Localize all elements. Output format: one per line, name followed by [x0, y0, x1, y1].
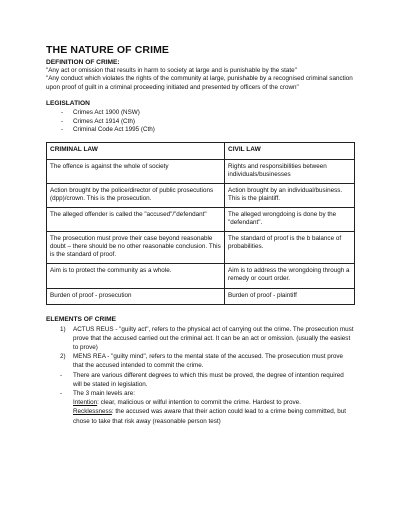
- table-cell: The alleged wrongdoing is done by the "defendant".: [225, 207, 355, 231]
- level-description: : clear, malicious or wilful intention to commit the crime. Hardest to prove.: [97, 399, 301, 407]
- list-item: [60, 352, 354, 370]
- table-row: [47, 159, 355, 183]
- list-item-text: MENS REA - "guilty mind", refers to the mental state of the accused. The prosecution must prove that the accused intended to commit the crime.: [73, 353, 343, 370]
- elements-section: [46, 316, 354, 426]
- definition-section: [46, 59, 354, 92]
- level-recklessness: [46, 407, 354, 425]
- definition-heading: DEFINITION OF CRIME:: [46, 59, 120, 66]
- table-cell: The alleged offender is called the "accused"/"defendant": [47, 207, 225, 231]
- table-cell: Aim is to protect the community as a whole.: [47, 264, 225, 288]
- table-cell: Action brought by an individual/business. This is the plaintiff.: [225, 183, 355, 207]
- legislation-heading: LEGISLATION: [46, 100, 90, 108]
- legislation-list: [46, 109, 354, 134]
- elements-list: [46, 325, 354, 399]
- list-item-text: ACTUS REUS - "guilty act", refers to the physical act of carrying out the crime. The prosecution must prove that the accused carried out the criminal act. It can be an act or omission. (usually the easiest to prove): [73, 325, 354, 352]
- table-row: [47, 207, 355, 231]
- list-item: - Crimes Act 1900 (NSW): [61, 109, 354, 117]
- table-cell: Burden of proof - prosecution: [47, 288, 225, 304]
- legislation-section: [46, 100, 354, 134]
- document-title: THE NATURE OF CRIME: [46, 44, 170, 56]
- table-row: [47, 264, 355, 288]
- elements-heading: ELEMENTS OF CRIME: [46, 315, 116, 323]
- list-item: - Crimes Act 1914 (Cth): [61, 118, 354, 126]
- column-header-civil-law: CIVIL LAW: [225, 143, 355, 159]
- table-cell: Action brought by the police/director of public prosecutions (dpp)/crown. This is the prosecution.: [47, 183, 225, 207]
- list-marker: -: [60, 390, 63, 398]
- level-intention: [46, 398, 354, 407]
- column-header-criminal-law: CRIMINAL LAW: [47, 143, 225, 159]
- table-row: [47, 232, 355, 264]
- table-cell: Aim is to address the wrongdoing through a remedy or court order.: [225, 264, 355, 288]
- table-cell: Rights and responsibilities between individuals/businesses: [225, 159, 355, 183]
- criminal-civil-comparison-table: [46, 142, 355, 304]
- list-item: - Criminal Code Act 1995 (Cth): [61, 126, 354, 134]
- table-header-row: [47, 143, 355, 159]
- table-row: [47, 288, 355, 304]
- level-term: Intention: [73, 399, 98, 407]
- list-item-text: The 3 main levels are:: [73, 390, 135, 398]
- list-item-text: There are various different degrees to which this must be proved, the degree of intention required will be stated in legislation.: [73, 371, 344, 388]
- table-cell: Burden of proof - plaintiff: [225, 288, 355, 304]
- table-row: [47, 183, 355, 207]
- list-item: [60, 325, 354, 353]
- table-cell: The standard of proof is the b balance of probabilities.: [225, 232, 355, 264]
- definition-line-2: "Any conduct which violates the rights of the community at large, punishable by a recognised criminal sanction upon proof of guilt in a criminal proceeding initiated and presented by officers of the crown": [46, 75, 353, 91]
- list-marker: 2): [60, 353, 66, 361]
- list-marker: -: [60, 371, 63, 379]
- list-item: [60, 371, 354, 389]
- list-item: [60, 389, 354, 398]
- table-cell: The offence is against the whole of society: [47, 159, 225, 183]
- list-marker: 1): [60, 325, 66, 333]
- definition-line-1: "Any act or omission that results in harm to society at large and is punishable by the state": [46, 67, 297, 74]
- level-description: : the accused was aware that their action could lead to a crime being committed, but chose to take that risk away (reasonable person test): [73, 408, 347, 425]
- table-cell: The prosecution must prove their case beyond reasonable doubt – there should be no other reasonable conclusion. This is the standard of proof.: [47, 232, 225, 264]
- level-term: Recklessness: [73, 408, 112, 416]
